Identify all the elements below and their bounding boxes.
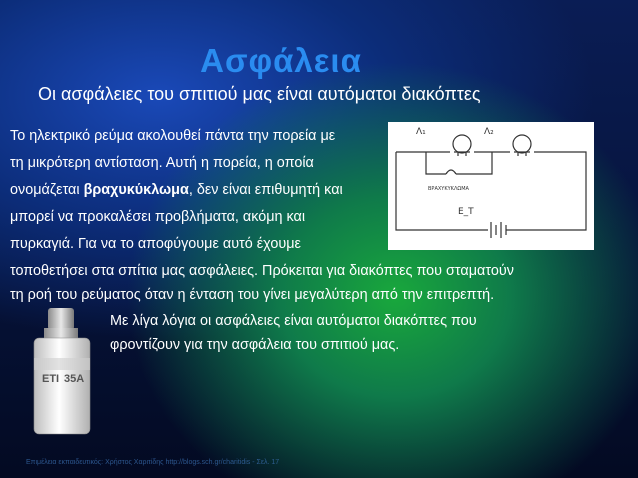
slide-title: Ασφάλεια — [200, 42, 362, 79]
paragraph-text: ονομάζεται — [10, 182, 84, 198]
paragraph-line: Το ηλεκτρικό ρεύμα ακολουθεί πάντα την πορεία με — [10, 128, 336, 144]
paragraph-line: τοποθετήσει στα σπίτια μας ασφάλειες. Πρόκειται για διακόπτες που σταματούν — [10, 263, 514, 279]
battery-label: Ε_Τ — [458, 207, 474, 217]
short-circuit-diagram — [388, 122, 594, 250]
circuit-svg — [388, 122, 594, 250]
summary-line: φροντίζουν για την ασφάλεια του σπιτιού μας. — [110, 337, 400, 353]
paragraph-line: πυρκαγιά. Για να το αποφύγουμε αυτό έχουμε — [10, 236, 301, 252]
footer-credit: Επιμέλεια εκπαιδευτικός: Χρήστος Χαριτίδης http://blogs.sch.gr/charitidis - Σελ. 17 — [26, 459, 280, 466]
short-circuit-term: βραχυκύκλωμα — [83, 182, 189, 198]
paragraph-line: μπορεί να προκαλέσει προβλήματα, ακόμη και — [10, 209, 306, 225]
fuse-icon — [26, 300, 102, 450]
short-circuit-label: ΒΡΑΧΥΚΥΚΛΩΜΑ — [428, 186, 469, 192]
lamp2-label: Λ₂ — [484, 127, 494, 137]
fuse-brand: ETI — [42, 373, 60, 385]
slide-subtitle: Οι ασφάλειες του σπιτιού μας είναι αυτόματοι διακόπτες — [38, 84, 481, 104]
summary-line: Με λίγα λόγια οι ασφάλειες είναι αυτόματοι διακόπτες που — [110, 313, 477, 329]
paragraph-line: τη ροή του ρεύματος όταν η ένταση του γίνει μεγαλύτερη από την επιτρεπτή. — [10, 287, 495, 303]
fuse-rating: 35A — [64, 373, 85, 385]
paragraph-line — [10, 182, 343, 198]
lamp1-label: Λ₁ — [416, 127, 426, 137]
paragraph-line: τη μικρότερη αντίσταση. Αυτή η πορεία, η οποία — [10, 155, 314, 171]
fuse-image — [26, 300, 102, 450]
paragraph-text: , δεν είναι επιθυμητή και — [188, 182, 343, 198]
